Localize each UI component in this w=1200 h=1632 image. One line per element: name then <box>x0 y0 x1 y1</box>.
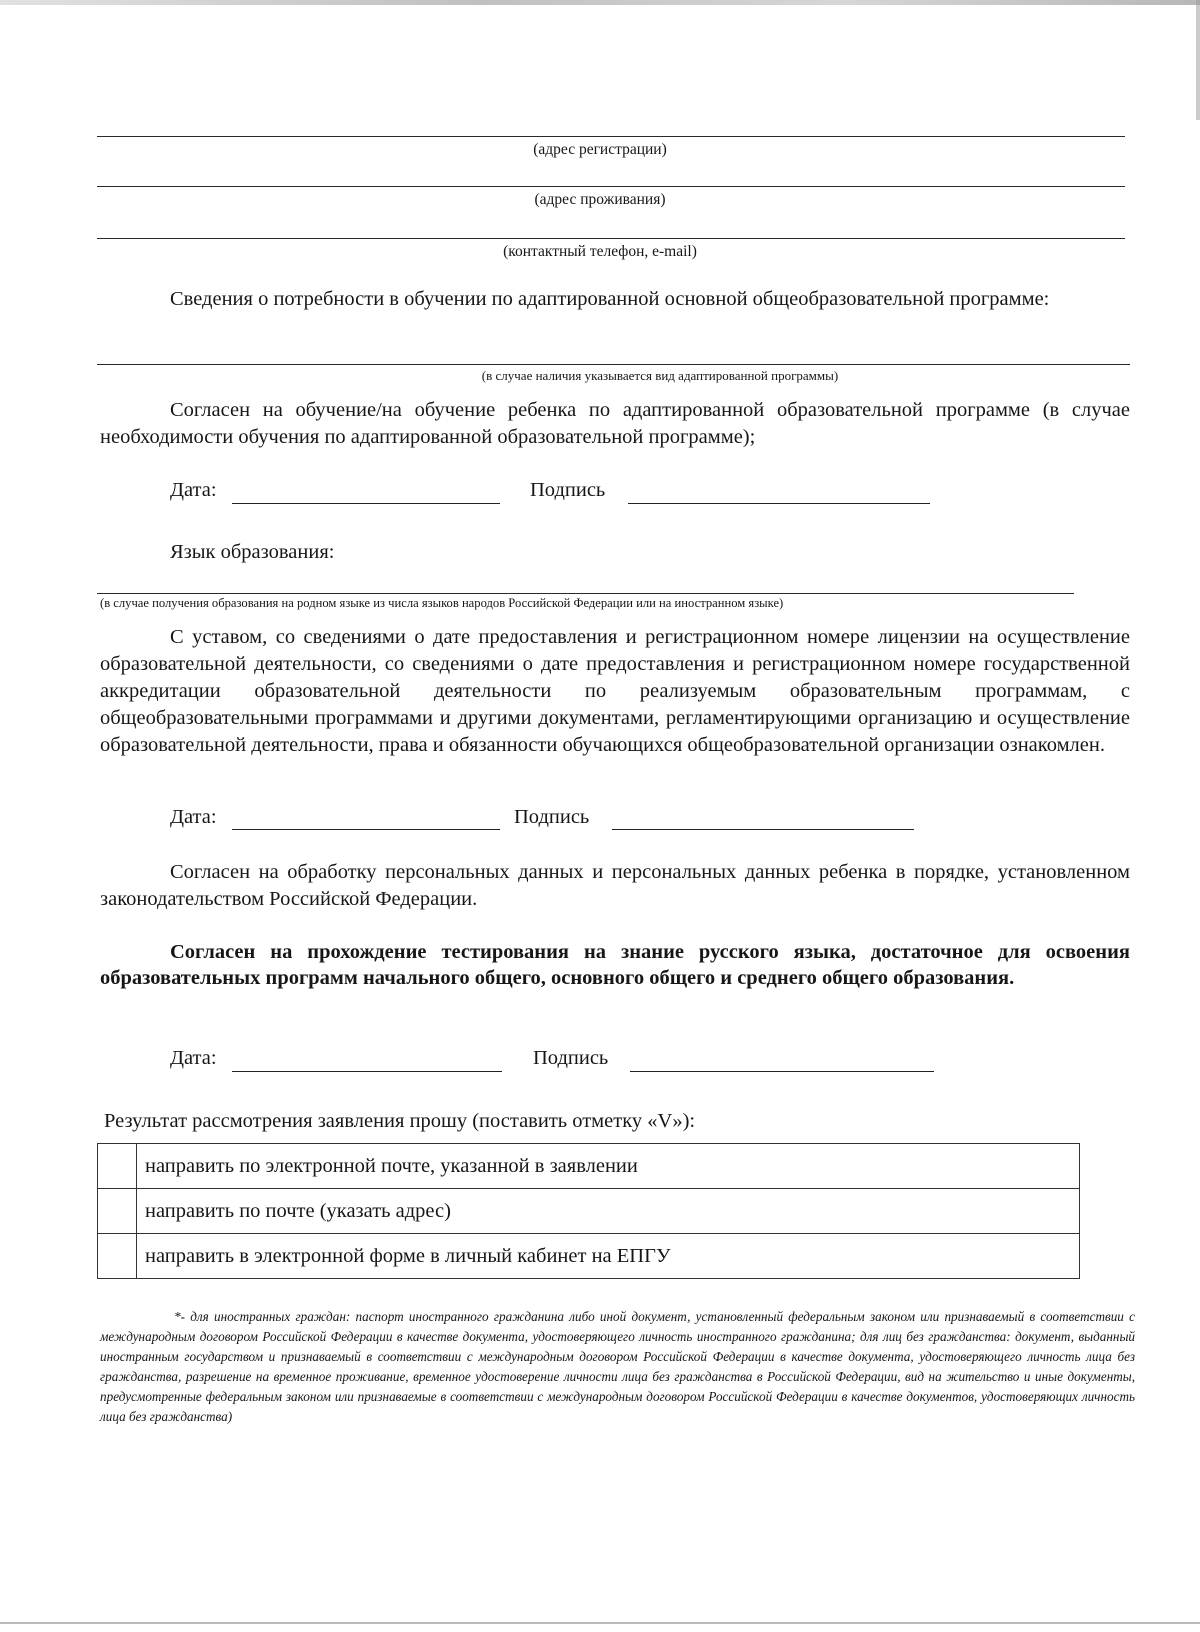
result-option-row <box>98 1144 1080 1189</box>
result-option-row <box>98 1189 1080 1234</box>
residence-address-line[interactable] <box>97 186 1125 187</box>
personal-data-consent-text: Согласен на обработку персональных данных и персональных данных ребенка в порядке, установленном законодательством Российской Федерации. <box>100 861 1130 910</box>
adapted-program-need-text: Сведения о потребности в обучении по адаптированной основной общеобразовательной программе: <box>170 288 1050 310</box>
scan-edge-bottom <box>0 1622 1200 1624</box>
signature-field-2[interactable] <box>612 829 914 830</box>
date-label-2: Дата: <box>170 806 217 828</box>
education-language-label: Язык образования: <box>170 541 335 563</box>
result-option-checkbox-post[interactable] <box>98 1189 137 1234</box>
date-label-3: Дата: <box>170 1047 217 1069</box>
education-language-caption: (в случае получения образования на родном языке из числа языков народов Российской Федерации или на иностранном языке) <box>100 596 784 610</box>
registration-address-line[interactable] <box>97 136 1125 137</box>
result-option-label: направить по электронной почте, указанной в заявлении <box>137 1144 1080 1189</box>
result-options-table <box>97 1143 1080 1279</box>
result-option-label: направить в электронной форме в личный кабинет на ЕПГУ <box>137 1234 1080 1279</box>
scan-edge-right <box>1196 0 1200 120</box>
result-option-checkbox-epgu[interactable] <box>98 1234 137 1279</box>
adapted-program-line[interactable] <box>97 364 1130 365</box>
residence-address-caption: (адрес проживания) <box>534 191 666 208</box>
contact-line[interactable] <box>97 238 1125 239</box>
adapted-program-consent-text: Согласен на обучение/на обучение ребенка по адаптированной образовательной программе (в случае необходимости обучения по адаптированной образовательной программе); <box>100 399 1130 448</box>
scan-edge-top <box>0 0 1200 5</box>
signature-field-1[interactable] <box>628 503 930 504</box>
russian-test-consent-text: Согласен на прохождение тестирования на знание русского языка, достаточное для освоения образовательных программ начального общего, основного общего и среднего общего образования. <box>100 941 1130 989</box>
signature-label-1: Подпись <box>530 479 606 501</box>
date-field-1[interactable] <box>232 503 500 504</box>
date-label-1: Дата: <box>170 479 217 501</box>
signature-label-3: Подпись <box>533 1047 609 1069</box>
contact-caption: (контактный телефон, e-mail) <box>503 243 697 260</box>
signature-field-3[interactable] <box>630 1071 934 1072</box>
result-option-row <box>98 1234 1080 1279</box>
result-option-checkbox-email[interactable] <box>98 1144 137 1189</box>
footnote: *- для иностранных граждан: паспорт иностранного гражданина либо иной документ, установленный федеральным законом или признаваемый в соответствии с международным договором Российской Федерации в качестве документа, удостоверяющего личность иностранного гражданина; для лиц без гражданства: документ, выданный иностранным государством и признаваемый в соответствии с международным договором Российской Федерации в качестве документа, удостоверяющего личность лица без гражданства, разрешение на временное проживание, временное удостоверение личности лица без гражданства в Российской Федерации, вид на жительство и иные документы, предусмотренные федеральным законом или признаваемые в соответствии с международным договором Российской Федерации в качестве документов, удостоверяющих личность лица без гражданства) <box>100 1309 1135 1424</box>
date-field-3[interactable] <box>232 1071 502 1072</box>
education-language-line[interactable] <box>97 593 1074 594</box>
date-field-2[interactable] <box>232 829 500 830</box>
charter-acknowledgement-text: С уставом, со сведениями о дате предоставления и регистрационном номере лицензии на осуществление образовательной деятельности, со сведениями о дате предоставления и регистрационном номере государственной аккредитации образовательной деятельности по реализуемым образовательным программам, с общеобразовательными программами и другими документами, регламентирующими организацию и осуществление образовательной деятельности, права и обязанности обучающихся общеобразовательной организации ознакомлен. <box>100 626 1130 756</box>
adapted-program-caption: (в случае наличия указывается вид адаптированной программы) <box>481 368 839 383</box>
result-option-label: направить по почте (указать адрес) <box>137 1189 1080 1234</box>
registration-address-caption: (адрес регистрации) <box>533 141 667 158</box>
signature-label-2: Подпись <box>514 806 590 828</box>
result-request-text: Результат рассмотрения заявления прошу (поставить отметку «V»): <box>104 1110 696 1132</box>
